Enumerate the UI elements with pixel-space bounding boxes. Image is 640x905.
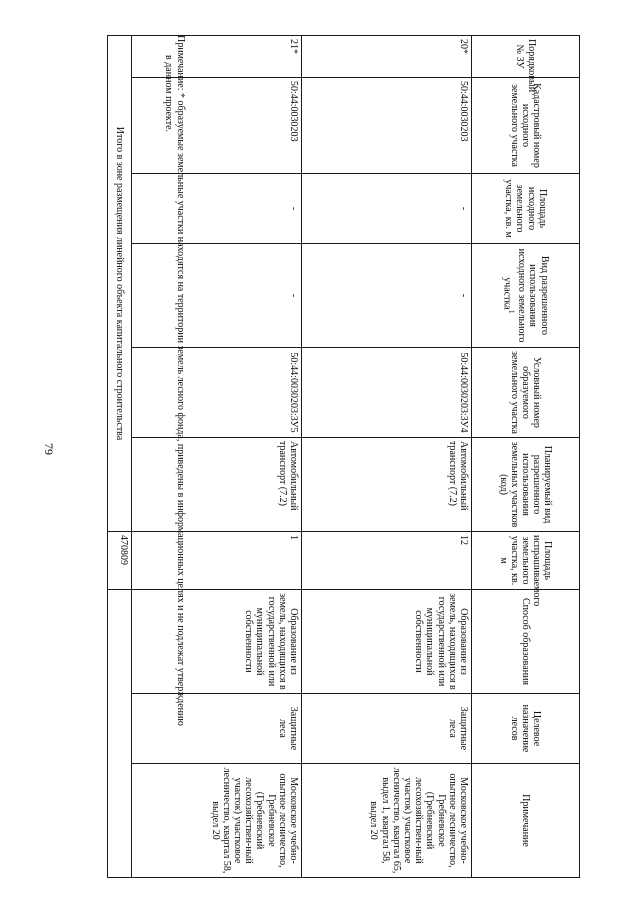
footnote-line-2: в данном проекте. [162,55,174,133]
cell-area-requested: 12 [302,532,472,590]
header-area-requested: Площадь испрашиваемого земельного участка, кв. м [472,532,580,590]
header-order: Порядковый № ЗУ [472,36,580,78]
table-total-row [108,36,132,878]
cell-planned-use: Автомобильный транспорт (7.2) [132,438,302,532]
cell-remark: Московское учебно-опытное лесничество, Гребневское (Гребневский лесохозяйствен-ный участок) участковое лесничество, квартал 65, выдел 1, квартал 58, выдел 20 [302,764,472,878]
total-label: Итого в зоне размещения линейного объекта капитального строительства [108,36,132,532]
footnote [162,35,186,877]
cell-remark: Московское учебно-опытное лесничество, Гребневское (Гребневский лесохозяйствен-ный участок) участковое лесничество, квартал 58, выдел 20 [132,764,302,878]
header-permitted-use-source [472,244,580,348]
cell-formation-method: Образование из земель, находящихся в государственной или муниципальной собственности [132,590,302,694]
header-forest-purpose: Целевое назначение лесов [472,694,580,764]
cell-area-source: - [132,174,302,244]
footnote-line-1: Примечание: * образуемые земельные участки находятся на территории земель лесного фонда, приведены в информационных целях и не подлежат утверждению [175,35,186,726]
header-remark: Примечание [472,764,580,878]
header-planned-use: Планируемый вид разрешенного использования земельных участков (код) [472,438,580,532]
footnote-marker: 1 [506,309,516,314]
cell-order: 21* [132,36,302,78]
cell-cadastral-source: 50:44:0030203 [302,78,472,174]
cell-conditional-number: 50:44:0030203:ЗУ4 [302,348,472,438]
header-cadastral-source: Кадастровый номер исходного земельного участка [472,78,580,174]
total-empty-cell [108,590,132,878]
page-number: 79 [42,443,56,455]
cell-area-source: - [302,174,472,244]
cell-order: 20* [302,36,472,78]
cell-permitted-use-source: - [132,244,302,348]
cell-planned-use: Автомобильный транспорт (7.2) [302,438,472,532]
cell-permitted-use-source: - [302,244,472,348]
cell-cadastral-source: 50:44:0030203 [132,78,302,174]
cell-area-requested: 1 [132,532,302,590]
header-formation-method: Способ образования [472,590,580,694]
header-conditional-number: Условный номер образуемого земельного участка [472,348,580,438]
table-header-row [472,36,580,878]
header-permitted-use-source-text: Вид разрешенного использования исходного земельного участка [501,248,550,343]
table-row [302,36,472,878]
total-value: 470809 [108,532,132,590]
cell-formation-method: Образование из земель, находящихся в государственной или муниципальной собственности [302,590,472,694]
cell-forest-purpose: Защитные леса [132,694,302,764]
cell-conditional-number: 50:44:0030203:ЗУ5 [132,348,302,438]
cell-forest-purpose: Защитные леса [302,694,472,764]
header-area-source: Площадь исходного земельного участка, кв. м [472,174,580,244]
table-row [132,36,302,878]
